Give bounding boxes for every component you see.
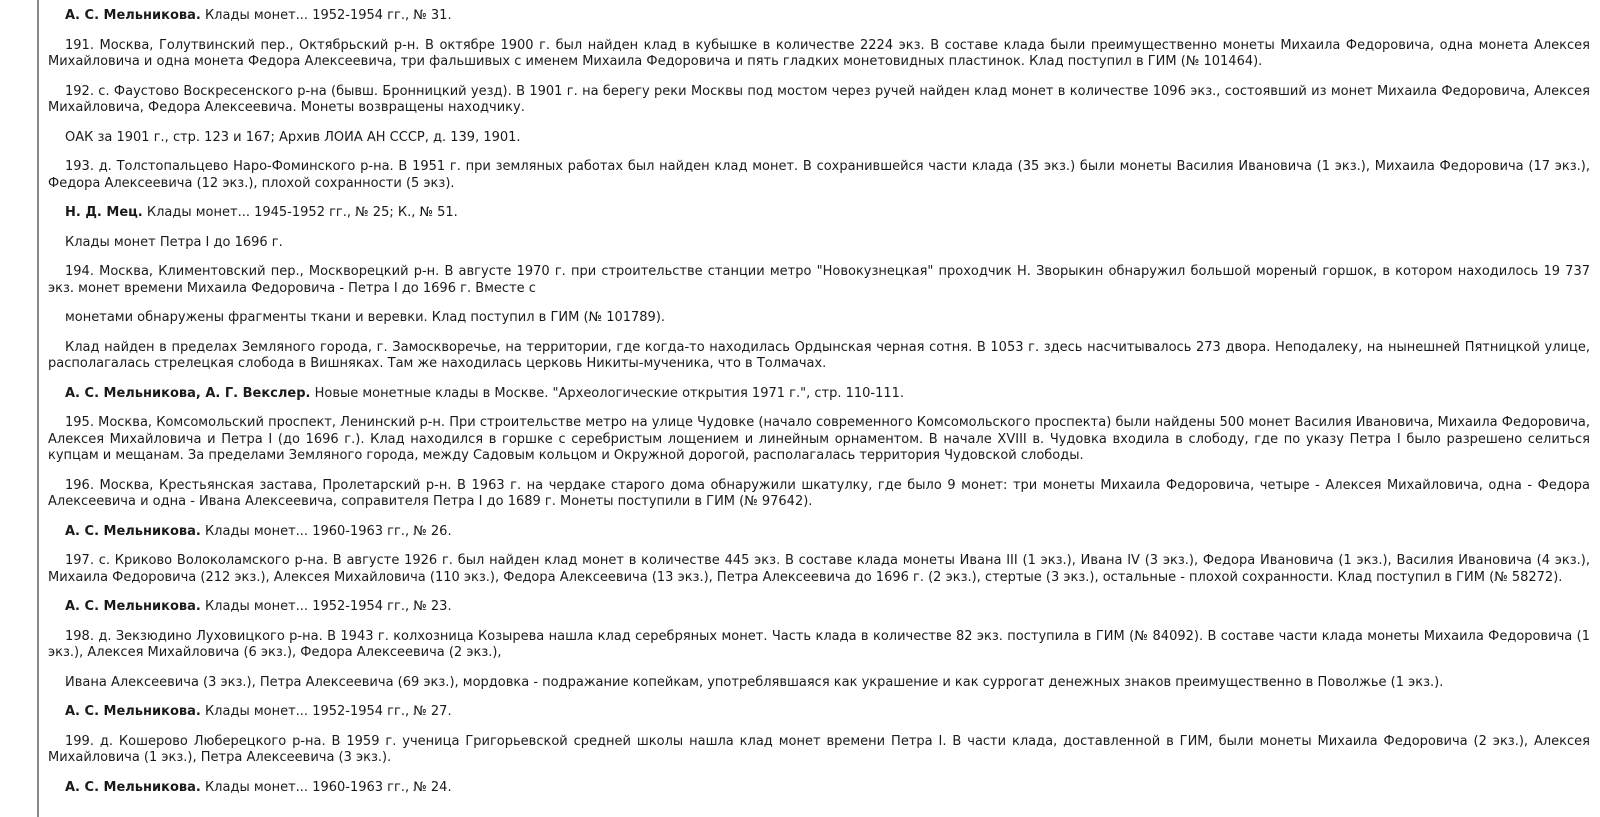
hoard-entry-193 bbox=[48, 159, 1590, 192]
hoard-note bbox=[48, 340, 1590, 373]
hoard-entry-194-continued bbox=[48, 310, 1590, 327]
citation-author: А. С. Мельникова. bbox=[65, 599, 201, 614]
citation-author: А. С. Мельникова. bbox=[65, 8, 201, 23]
entry-text: 192. с. Фаустово Воскресенского р-на (бывш. Бронницкий уезд). В 1901 г. на берегу реки Москвы под мостом через ручей найден клад монет в количестве 1096 экз., состоявший из монет Михаила Федоровича, Алексея Михайловича, Федора Алексеевича. Монеты возвращены находчику. bbox=[48, 83, 1590, 115]
hoard-entry-197 bbox=[48, 553, 1590, 586]
citation-paragraph bbox=[48, 780, 1590, 797]
left-margin-rule bbox=[37, 0, 39, 817]
citation-author: А. С. Мельникова. bbox=[65, 523, 201, 539]
entry-text: 196. Москва, Крестьянская застава, Пролетарский р-н. В 1963 г. на чердаке старого дома обнаружили шкатулку, где было 9 монет: три монеты Михаила Федоровича, четыре - Алексея Михайловича, одна - Федора Алексеевича и одна - Ивана Алексеевича, соправителя Петра I до 1689 г. Монеты поступили в ГИМ (№ 97642). bbox=[48, 477, 1590, 509]
citation-paragraph bbox=[48, 386, 1590, 403]
section-heading-text: Клады монет Петра I до 1696 г. bbox=[65, 234, 283, 250]
entry-text: 194. Москва, Климентовский пер., Москворецкий р-н. В августе 1970 г. при строительстве станции метро "Новокузнецкая" проходчик Н. Зворыкин обнаружил большой мореный горшок, в котором находилось 19 737 экз. монет времени Михаила Федоровича - Петра I до 1696 г. Вместе с bbox=[48, 264, 1590, 296]
citation-paragraph bbox=[48, 524, 1590, 541]
hoard-entry-198-continued bbox=[48, 675, 1590, 692]
hoard-entry-196 bbox=[48, 478, 1590, 511]
citation-author: А. С. Мельникова, А. Г. Векслер. bbox=[65, 385, 311, 401]
citation-text: Клады монет... 1952-1954 гг., № 31. bbox=[200, 8, 452, 23]
entry-text: монетами обнаружены фрагменты ткани и веревки. Клад поступил в ГИМ (№ 101789). bbox=[65, 310, 666, 325]
note-text: Клад найден в пределах Земляного города, г. Замоскворечье, на территории, где когда-то находилась Ордынская черная сотня. В 1053 г. здесь насчитывалось 273 двора. Неподалеку, на нынешней Пятницкой улице, располагалась стрелецкая слобода в Вишняках. Там же находилась церковь Никиты-мученика, что в Толмачах. bbox=[48, 339, 1590, 371]
citation-author: Н. Д. Мец. bbox=[65, 205, 143, 220]
hoard-entry-195 bbox=[48, 415, 1590, 465]
citation-text: Клады монет... 1945-1952 гг., № 25; К., № 51. bbox=[142, 205, 458, 220]
citation-paragraph bbox=[48, 704, 1590, 721]
citation-text: Клады монет... 1960-1963 гг., № 26. bbox=[200, 523, 452, 539]
entry-text: 198. д. Зекзюдино Луховицкого р-на. В 1943 г. колхозница Козырева нашла клад серебряных монет. Часть клада в количестве 82 экз. поступила в ГИМ (№ 84092). В составе части клада монеты Михаила Федоровича (1 экз.), Алексея Михайловича (6 экз.), Федора Алексеевича (2 экз.), bbox=[48, 628, 1590, 660]
citation-author: А. С. Мельникова. bbox=[65, 779, 201, 795]
citation-author: А. С. Мельникова. bbox=[65, 704, 201, 719]
entry-text: Ивана Алексеевича (3 экз.), Петра Алексеевича (69 экз.), мордовка - подражание копейкам, употреблявшаяся как украшение и как суррогат денежных знаков преимущественно в Поволжье (1 экз.). bbox=[65, 674, 1444, 690]
reference-text: ОАК за 1901 г., стр. 123 и 167; Архив ЛОИА АН СССР, д. 139, 1901. bbox=[65, 129, 521, 145]
source-reference bbox=[48, 130, 1590, 147]
entry-text: 195. Москва, Комсомольский проспект, Ленинский р-н. При строительстве метро на улице Чудовке (начало современного Комсомольского проспекта) были найдены 500 монет Василия Ивановича, Михаила Федоровича, Алексея Михайловича и Петра I (до 1696 г.). Клад находился в горшке с серебристым лощением и линейным орнаментом. В начале XVIII в. Чудовка входила в слободу, где по указу Петра I было разрешено селиться купцам и мещанам. За пределами Земляного города, между Садовым кольцом и Окружной дорогой, располагалась территория Чудовской слободы. bbox=[48, 415, 1590, 463]
hoard-entry-192 bbox=[48, 84, 1590, 117]
section-heading bbox=[48, 235, 1590, 252]
entry-text: 191. Москва, Голутвинский пер., Октябрьский р-н. В октябре 1900 г. был найден клад в кубышке в количестве 2224 экз. В составе клада были преимущественно монеты Михаила Федоровича, одна монета Алексея Михайловича и одна монета Федора Алексеевича, три фальшивых с именем Михаила Федоровича и пять гладких монетовидных пластинок. Клад поступил в ГИМ (№ 101464). bbox=[48, 37, 1590, 69]
citation-paragraph bbox=[48, 599, 1590, 616]
citation-paragraph bbox=[48, 8, 1590, 25]
citation-text: Клады монет... 1960-1963 гг., № 24. bbox=[200, 779, 452, 795]
hoard-entry-194 bbox=[48, 264, 1590, 297]
citation-text: Клады монет... 1952-1954 гг., № 23. bbox=[200, 599, 452, 614]
entry-text: 199. д. Кошерово Люберецкого р-на. В 1959 г. ученица Григорьевской средней школы нашла клад монет времени Петра I. В части клада, доставленной в ГИМ, были монеты Михаила Федоровича (2 экз.), Алексея Михайловича (1 экз.), Петра Алексеевича (3 экз.). bbox=[48, 733, 1590, 765]
citation-paragraph bbox=[48, 205, 1590, 222]
hoard-entry-191 bbox=[48, 38, 1590, 71]
hoard-entry-199 bbox=[48, 734, 1590, 767]
entry-text: 197. с. Криково Волоколамского р-на. В августе 1926 г. был найден клад монет в количестве 445 экз. В составе клада монеты Ивана III (1 экз.), Ивана IV (3 экз.), Федора Ивановича (1 экз.), Василия Ивановича (4 экз.), Михаила Федоровича (212 экз.), Алексея Михайловича (110 экз.), Федора Алексеевича (13 экз.), Петра Алексеевича до 1696 г. (2 экз.), стертые (3 экз.), остальные - плохой сохранности. Клад поступил в ГИМ (№ 58272). bbox=[48, 553, 1590, 585]
entry-text: 193. д. Толстопальцево Наро-Фоминского р-на. В 1951 г. при земляных работах был найден клад монет. В сохранившейся части клада (35 экз.) были монеты Василия Ивановича (1 экз.), Михаила Федоровича (17 экз.), Федора Алексеевича (12 экз.), плохой сохранности (5 экз). bbox=[48, 159, 1590, 191]
citation-text: Новые монетные клады в Москве. "Археологические открытия 1971 г.", стр. 110-111. bbox=[310, 385, 905, 401]
hoard-entry-198 bbox=[48, 629, 1590, 662]
citation-text: Клады монет... 1952-1954 гг., № 27. bbox=[200, 704, 452, 719]
document-body bbox=[48, 8, 1590, 796]
